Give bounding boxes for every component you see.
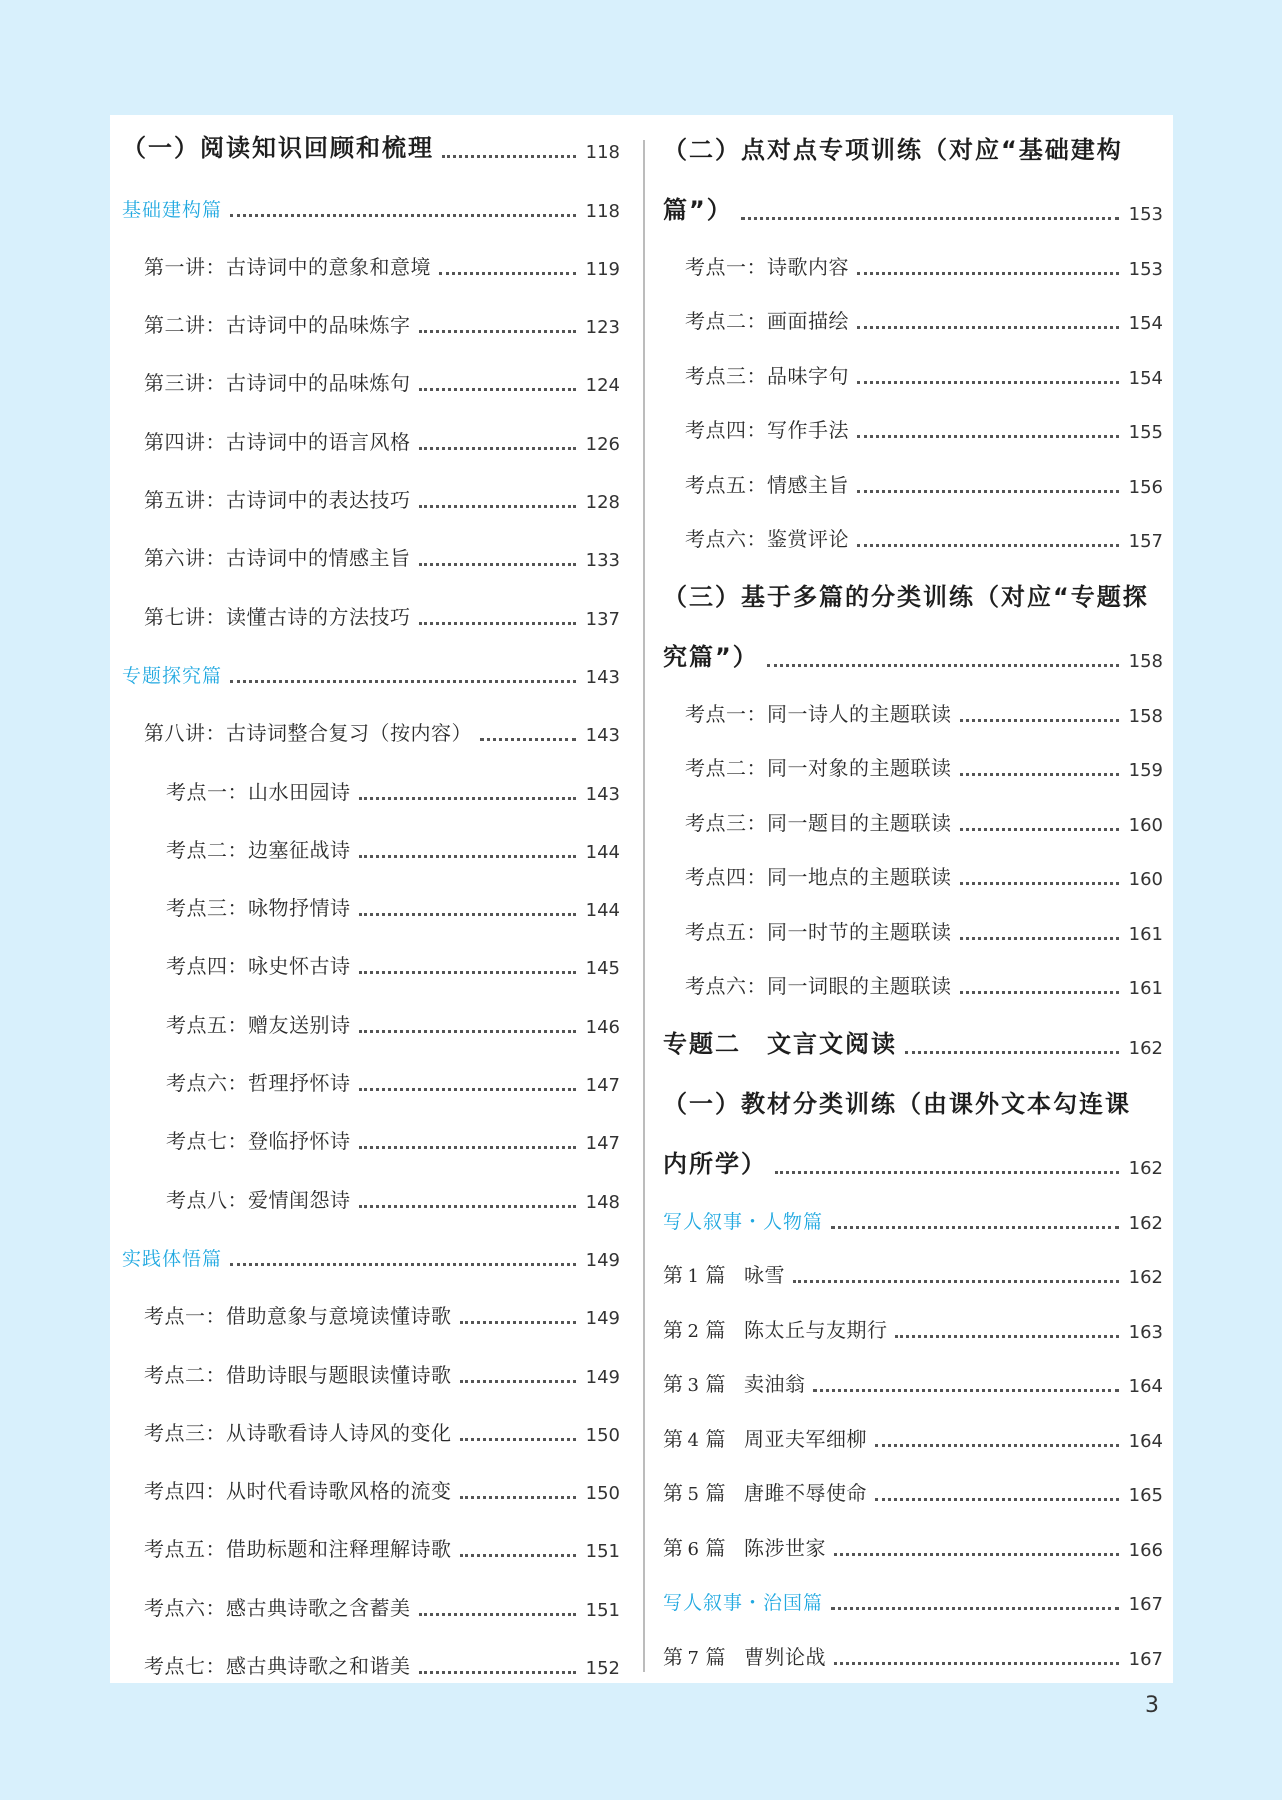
leader-dots — [460, 1554, 576, 1557]
toc-page-number: 162 — [1128, 1158, 1163, 1179]
toc-page-number: 166 — [1128, 1539, 1163, 1561]
toc-right-column — [663, 115, 1163, 1680]
toc-entry[interactable] — [122, 1398, 620, 1456]
leader-dots — [230, 214, 576, 217]
toc-entry[interactable] — [122, 1572, 620, 1630]
toc-section-items — [663, 1625, 1163, 1680]
leader-dots — [857, 272, 1119, 275]
toc-entry-label: 考点八：爱情闺怨诗 — [166, 1187, 351, 1212]
leader-dots — [359, 1205, 576, 1208]
toc-entry[interactable] — [663, 453, 1163, 508]
toc-page-number: 118 — [585, 200, 620, 222]
toc-page-number: 167 — [1128, 1648, 1163, 1670]
toc-section-heading[interactable] — [663, 1189, 1163, 1244]
lesson-prefix: 第 — [663, 1426, 684, 1451]
toc-entry[interactable] — [663, 290, 1163, 345]
leader-dots — [460, 1321, 576, 1324]
toc-page-number: 119 — [585, 258, 620, 280]
leader-dots — [960, 828, 1119, 831]
leader-dots — [460, 1438, 576, 1441]
toc-page-number: 126 — [585, 433, 620, 455]
toc-entry-label — [663, 1477, 867, 1506]
toc-group-items — [663, 235, 1163, 562]
toc-page-number: 147 — [585, 1075, 620, 1097]
toc-entry[interactable] — [663, 508, 1163, 563]
toc-entry-label: 考点三：品味字句 — [685, 363, 849, 388]
toc-entry-label: 考点二：同一对象的主题联读 — [685, 756, 952, 780]
toc-page-number: 161 — [1128, 978, 1163, 999]
toc-page-number: 123 — [585, 317, 620, 339]
toc-entry[interactable] — [122, 348, 620, 406]
toc-entry[interactable] — [663, 846, 1163, 901]
leader-dots — [419, 330, 576, 333]
toc-entry[interactable] — [122, 815, 620, 873]
toc-group-items — [663, 682, 1163, 1009]
toc-lesson-entry[interactable] — [663, 1407, 1163, 1462]
toc-entry-label: 考点六：哲理抒怀诗 — [166, 1071, 351, 1096]
leader-dots — [741, 217, 1119, 220]
leader-dots — [419, 388, 576, 391]
toc-page-number: 165 — [1128, 1485, 1163, 1506]
page-number: 3 — [1145, 1693, 1159, 1718]
leader-dots — [419, 622, 576, 625]
toc-entry-label: 考点四：写作手法 — [685, 418, 849, 442]
toc-section-heading[interactable] — [122, 1223, 620, 1281]
leader-dots — [480, 738, 576, 741]
toc-heading[interactable] — [663, 622, 1163, 682]
toc-entry-label: 考点一：诗歌内容 — [685, 254, 849, 279]
toc-entry[interactable] — [122, 873, 620, 931]
leader-dots — [230, 680, 576, 683]
lesson-number: 4 — [687, 1429, 700, 1451]
toc-entry-label: 实践体悟篇 — [122, 1247, 223, 1270]
lesson-title: 周亚夫军细柳 — [743, 1426, 867, 1451]
toc-page-number: 128 — [585, 492, 620, 514]
leader-dots — [359, 1146, 576, 1149]
toc-topic-heading[interactable] — [663, 1009, 1163, 1069]
toc-page-number: 145 — [585, 958, 620, 980]
leader-dots — [960, 991, 1119, 994]
toc-entry[interactable] — [122, 1048, 620, 1106]
toc-entry-label: 考点二：借助诗眼与题眼读懂诗歌 — [144, 1362, 452, 1387]
toc-page-number: 157 — [1128, 531, 1163, 552]
toc-section-label: 写人叙事・人物篇 — [663, 1210, 824, 1233]
leader-dots — [834, 1662, 1119, 1665]
toc-entry[interactable] — [122, 290, 620, 348]
toc-entry[interactable] — [122, 1281, 620, 1339]
toc-lesson-entry[interactable] — [663, 1244, 1163, 1299]
lesson-number: 6 — [687, 1538, 700, 1560]
toc-page-number: 162 — [1128, 1267, 1163, 1288]
lesson-number: 5 — [687, 1484, 700, 1505]
toc-entry-label: 考点一：同一诗人的主题联读 — [685, 701, 952, 726]
toc-entry[interactable] — [122, 1106, 620, 1164]
leader-dots — [359, 1088, 576, 1091]
toc-section-heading[interactable] — [122, 173, 620, 231]
leader-dots — [857, 435, 1119, 438]
toc-page-number: 150 — [585, 1483, 620, 1505]
toc-entry-label: 考点二：边塞征战诗 — [166, 837, 351, 862]
lesson-prefix: 第 — [663, 1317, 684, 1342]
toc-section-heading[interactable] — [663, 1571, 1163, 1626]
toc-entry[interactable] — [122, 931, 620, 989]
toc-page-number: 151 — [585, 1599, 620, 1621]
toc-entry[interactable] — [663, 235, 1163, 290]
toc-entry-label — [663, 1641, 826, 1670]
toc-page-number: 154 — [1128, 367, 1163, 389]
toc-entry-label: 考点五：赠友送别诗 — [166, 1012, 351, 1037]
toc-heading-line — [663, 115, 1163, 175]
toc-entry-label — [663, 1314, 887, 1343]
toc-page-number: 147 — [585, 1133, 620, 1155]
toc-lesson-entry[interactable] — [663, 1516, 1163, 1571]
toc-entry[interactable] — [122, 756, 620, 814]
leader-dots — [439, 272, 576, 275]
lesson-prefix: 第 — [663, 1372, 684, 1396]
leader-dots — [419, 563, 576, 566]
leader-dots — [442, 155, 576, 158]
toc-heading-label: 篇”） — [663, 196, 733, 224]
toc-page-number: 151 — [585, 1541, 620, 1563]
leader-dots — [960, 719, 1119, 722]
toc-entry-label: 考点七：感古典诗歌之和谐美 — [144, 1654, 411, 1679]
toc-page-number: 154 — [1128, 313, 1163, 334]
toc-heading-label: （二）点对点专项训练（对应“基础建构 — [663, 136, 1123, 164]
lesson-number: 2 — [687, 1320, 700, 1342]
toc-entry[interactable] — [122, 1456, 620, 1514]
toc-section-heading[interactable] — [122, 640, 620, 698]
toc-page-number: 164 — [1128, 1376, 1163, 1397]
toc-page-number: 160 — [1128, 869, 1163, 890]
toc-entry-label: 考点五：借助标题和注释理解诗歌 — [144, 1537, 452, 1562]
toc-entry[interactable] — [663, 900, 1163, 955]
toc-page-number: 137 — [585, 608, 620, 630]
toc-page-number: 149 — [585, 1308, 620, 1330]
toc-entry-label: 考点五：情感主旨 — [685, 472, 849, 497]
leader-dots — [857, 381, 1119, 384]
toc-entry[interactable] — [663, 737, 1163, 792]
toc-entry-label: 第一讲：古诗词中的意象和意境 — [144, 254, 431, 279]
toc-entry[interactable] — [122, 1631, 620, 1689]
leader-dots — [813, 1389, 1118, 1392]
toc-entry[interactable] — [663, 344, 1163, 399]
lesson-suffix: 篇 — [705, 1481, 726, 1505]
toc-page-number: 150 — [585, 1424, 620, 1446]
toc-entry[interactable] — [122, 523, 620, 581]
lesson-suffix: 篇 — [705, 1644, 726, 1669]
toc-page-number: 161 — [1128, 923, 1163, 945]
toc-page-number: 153 — [1128, 204, 1163, 225]
lesson-title: 唐雎不辱使命 — [743, 1481, 867, 1505]
toc-entry[interactable] — [122, 465, 620, 523]
leader-dots — [960, 937, 1119, 940]
leader-dots — [857, 490, 1119, 493]
column-divider — [643, 140, 645, 1672]
toc-heading-label: 专题二 文言文阅读 — [663, 1030, 897, 1058]
leader-dots — [875, 1498, 1119, 1501]
leader-dots — [460, 1380, 576, 1383]
toc-page-number: 118 — [585, 142, 620, 164]
toc-entry-label — [663, 1532, 826, 1561]
lesson-prefix: 第 — [663, 1263, 684, 1287]
toc-lesson-entry[interactable] — [663, 1353, 1163, 1408]
toc-heading-line — [663, 1069, 1163, 1129]
toc-entry-label: 基础建构篇 — [122, 198, 223, 221]
toc-entry[interactable] — [122, 1164, 620, 1222]
toc-entry-label: 考点六：同一词眼的主题联读 — [685, 974, 952, 998]
toc-page-number: 143 — [585, 783, 620, 805]
leader-dots — [875, 1444, 1119, 1447]
leader-dots — [460, 1496, 576, 1499]
toc-page-number: 133 — [585, 550, 620, 572]
lesson-number: 1 — [687, 1266, 700, 1287]
toc-lesson-entry[interactable] — [663, 1298, 1163, 1353]
leader-dots — [767, 664, 1119, 667]
lesson-title: 曹刿论战 — [743, 1644, 826, 1669]
toc-left-column — [122, 115, 620, 1689]
toc-page-number: 148 — [585, 1191, 620, 1213]
toc-page-number: 149 — [585, 1366, 620, 1388]
leader-dots — [857, 544, 1119, 547]
toc-entry[interactable] — [122, 581, 620, 639]
toc-page-number: 158 — [1128, 651, 1163, 672]
leader-dots — [905, 1051, 1119, 1054]
toc-page-number: 149 — [585, 1249, 620, 1271]
lesson-prefix: 第 — [663, 1644, 684, 1669]
leader-dots — [359, 855, 576, 858]
toc-lesson-entry[interactable] — [663, 1625, 1163, 1680]
leader-dots — [359, 797, 576, 800]
lesson-title: 陈太丘与友期行 — [743, 1317, 888, 1342]
leader-dots — [960, 773, 1119, 776]
leader-dots — [359, 913, 576, 916]
toc-page-number: 124 — [585, 375, 620, 397]
toc-page-number: 167 — [1128, 1594, 1163, 1615]
toc-heading-label: （三）基于多篇的分类训练（对应“专题探 — [663, 583, 1149, 611]
lesson-number: 3 — [687, 1375, 700, 1396]
toc-page-number: 144 — [585, 900, 620, 922]
toc-entry-label: 考点四：同一地点的主题联读 — [685, 865, 952, 889]
toc-page-number: 143 — [585, 666, 620, 688]
toc-entry-label: 考点六：鉴赏评论 — [685, 527, 849, 551]
leader-dots — [419, 447, 576, 450]
leader-dots — [895, 1335, 1118, 1338]
leader-dots — [857, 326, 1119, 329]
toc-page-number: 156 — [1128, 476, 1163, 498]
toc-entry[interactable] — [122, 1514, 620, 1572]
lesson-suffix: 篇 — [705, 1317, 726, 1342]
leader-dots — [960, 882, 1119, 885]
toc-entry[interactable] — [663, 682, 1163, 737]
toc-entry-label: 考点四：咏史怀古诗 — [166, 954, 351, 979]
toc-entry-label: 考点三：从诗歌看诗人诗风的变化 — [144, 1420, 452, 1445]
toc-page-number: 158 — [1128, 705, 1163, 727]
toc-entry-label: 第七讲：读懂古诗的方法技巧 — [144, 604, 411, 629]
leader-dots — [230, 1263, 576, 1266]
toc-entry-label — [663, 1259, 785, 1288]
toc-entry[interactable] — [122, 1339, 620, 1397]
leader-dots — [831, 1607, 1119, 1610]
toc-entry-label: （一）阅读知识回顾和梳理 — [122, 134, 434, 163]
lesson-suffix: 篇 — [705, 1263, 726, 1287]
toc-heading[interactable] — [122, 115, 620, 173]
leader-dots — [359, 971, 576, 974]
toc-entry[interactable] — [122, 232, 620, 290]
toc-entry-label: 第二讲：古诗词中的品味炼字 — [144, 313, 411, 338]
toc-page-number: 160 — [1128, 814, 1163, 836]
toc-entry-label: 第四讲：古诗词中的语言风格 — [144, 429, 411, 454]
toc-entry-label: 考点七：登临抒怀诗 — [166, 1129, 351, 1154]
leader-dots — [775, 1171, 1119, 1174]
toc-section-label: 写人叙事・治国篇 — [663, 1592, 824, 1614]
toc-page-number: 143 — [585, 725, 620, 747]
lesson-suffix: 篇 — [705, 1535, 726, 1560]
toc-heading-label: （一）教材分类训练（由课外文本勾连课 — [663, 1090, 1131, 1118]
toc-heading-label: 内所学） — [663, 1150, 767, 1178]
toc-heading-line — [663, 562, 1163, 622]
lesson-title: 卖油翁 — [743, 1372, 806, 1396]
toc-page-number: 155 — [1128, 422, 1163, 443]
lesson-number: 7 — [687, 1647, 700, 1669]
toc-entry-label: 考点三：咏物抒情诗 — [166, 896, 351, 921]
leader-dots — [419, 505, 576, 508]
toc-heading-label: 究篇”） — [663, 643, 759, 671]
toc-page-number: 162 — [1128, 1212, 1163, 1234]
toc-page-number: 164 — [1128, 1430, 1163, 1452]
toc-entry-label: 考点二：画面描绘 — [685, 309, 849, 333]
toc-entry[interactable] — [122, 406, 620, 464]
toc-entry[interactable] — [663, 399, 1163, 454]
leader-dots — [419, 1671, 576, 1674]
toc-page-number: 159 — [1128, 760, 1163, 781]
toc-entry-label: 第八讲：古诗词整合复习（按内容） — [144, 721, 472, 746]
toc-entry[interactable] — [122, 698, 620, 756]
leader-dots — [834, 1553, 1119, 1556]
toc-entry-label: 考点四：从时代看诗歌风格的流变 — [144, 1479, 452, 1504]
toc-entry-label: 第三讲：古诗词中的品味炼句 — [144, 371, 411, 396]
leader-dots — [831, 1226, 1119, 1229]
lesson-title: 陈涉世家 — [743, 1535, 826, 1560]
lesson-prefix: 第 — [663, 1535, 684, 1560]
toc-page-number: 163 — [1128, 1321, 1163, 1343]
toc-entry-label: 专题探究篇 — [122, 664, 223, 687]
toc-entry-label: 考点三：同一题目的主题联读 — [685, 810, 952, 835]
toc-page-number: 146 — [585, 1016, 620, 1038]
toc-entry-label: 考点一：借助意象与意境读懂诗歌 — [144, 1304, 452, 1329]
toc-page-number: 153 — [1128, 258, 1163, 280]
toc-page-number: 162 — [1128, 1038, 1163, 1059]
toc-entry-label: 第五讲：古诗词中的表达技巧 — [144, 488, 411, 513]
toc-page-number: 144 — [585, 841, 620, 863]
lesson-title: 咏雪 — [743, 1263, 785, 1287]
toc-entry[interactable] — [663, 791, 1163, 846]
toc-entry-label: 考点一：山水田园诗 — [166, 779, 351, 804]
toc-entry[interactable] — [663, 955, 1163, 1010]
lesson-suffix: 篇 — [705, 1372, 726, 1396]
toc-entry-label: 第六讲：古诗词中的情感主旨 — [144, 546, 411, 571]
lesson-prefix: 第 — [663, 1481, 684, 1505]
toc-heading[interactable] — [663, 175, 1163, 235]
toc-entry-label — [663, 1423, 867, 1452]
toc-entry[interactable] — [122, 989, 620, 1047]
toc-entry-label: 考点六：感古典诗歌之含蓄美 — [144, 1595, 411, 1620]
toc-entry-label: 考点五：同一时节的主题联读 — [685, 919, 952, 944]
toc-lesson-entry[interactable] — [663, 1462, 1163, 1517]
toc-page-number: 152 — [585, 1658, 620, 1680]
leader-dots — [419, 1613, 576, 1616]
toc-section-items — [663, 1244, 1163, 1571]
leader-dots — [793, 1280, 1119, 1283]
toc-entry-label — [663, 1368, 805, 1397]
toc-heading[interactable] — [663, 1129, 1163, 1189]
leader-dots — [359, 1030, 576, 1033]
lesson-suffix: 篇 — [705, 1426, 726, 1451]
